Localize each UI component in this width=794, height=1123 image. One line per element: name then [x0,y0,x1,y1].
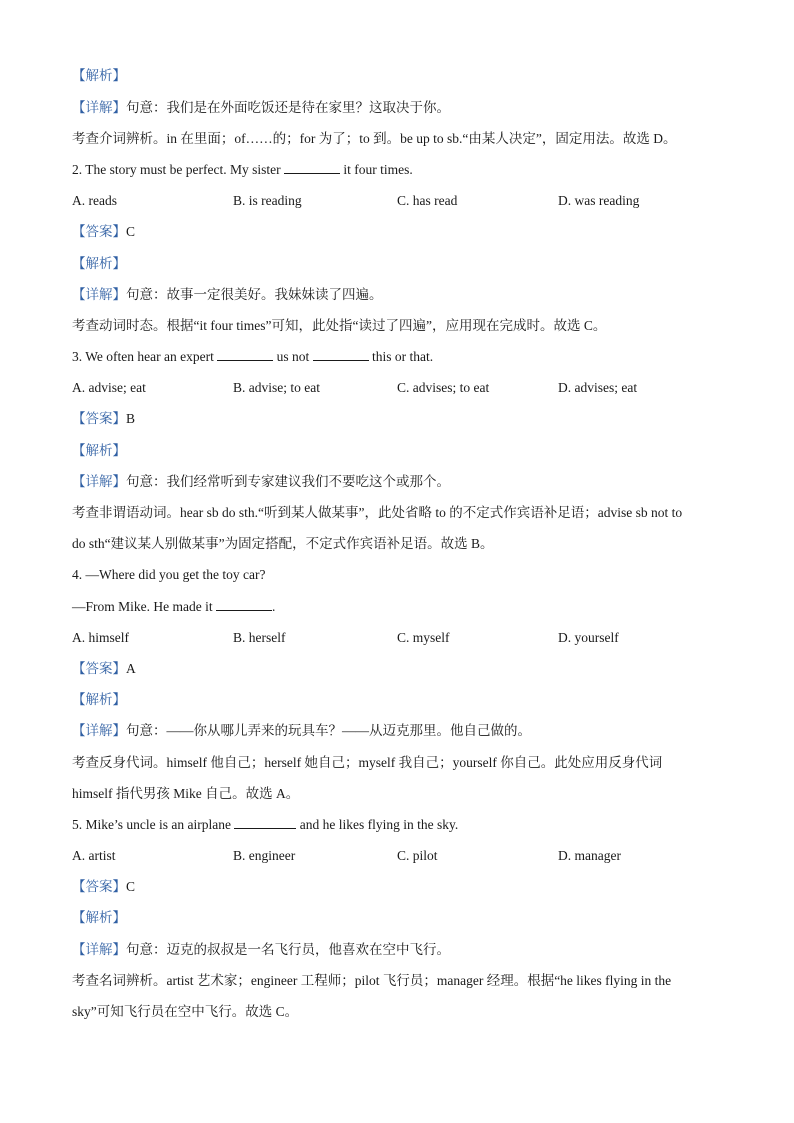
options-row [72,629,722,647]
option-b: B. advise; to eat [233,380,320,395]
analysis-label: 【解析】 [72,256,126,271]
option-c: C. has read [397,193,458,208]
exam-point-line: sky”可知飞行员在空中飞行。故选 C。 [72,1004,299,1019]
exam-point-line: 考查非谓语动词。hear sb do sth.“听到某人做某事”，此处省略 to 的不定式作宾语补足语；advise sb not to [72,505,683,520]
detail-line: 【详解】句意：故事一定很美好。我妹妹读了四遍。 [72,287,383,302]
option-d: D. manager [558,848,621,863]
exam-point-line: 考查介词辨析。in 在里面；of……的；for 为了；to 到。be up to sb.“由某人决定”，固定用法。故选 D。 [72,131,677,146]
analysis-label: 【解析】 [72,68,126,83]
options-row [72,847,722,865]
question-stem: 5. Mike’s uncle is an airplane and he likes flying in the sky. [72,817,459,832]
answer-blank [284,161,340,174]
option-a: A. advise; eat [72,380,146,395]
option-b: B. engineer [233,848,296,863]
answer-line: 【答案】B [72,411,136,426]
option-b: B. is reading [233,193,302,208]
detail-line: 【详解】句意：我们经常听到专家建议我们不要吃这个或那个。 [72,474,450,489]
options-row [72,379,722,397]
answer-blank [216,598,272,611]
option-c: C. myself [397,630,450,645]
question-stem: —From Mike. He made it . [72,599,276,614]
answer-line: 【答案】A [72,661,136,676]
question-stem: 2. The story must be perfect. My sister it four times. [72,162,413,177]
analysis-label: 【解析】 [72,443,126,458]
detail-line: 【详解】句意：迈克的叔叔是一名飞行员，他喜欢在空中飞行。 [72,942,450,957]
exam-point-line: do sth“建议某人别做某事”为固定搭配，不定式作宾语补足语。故选 B。 [72,536,494,551]
option-a: A. himself [72,630,129,645]
exam-point-line: 考查反身代词。himself 他自己；herself 她自己；myself 我自己；yourself 你自己。此处应用反身代词 [72,755,663,770]
option-d: D. yourself [558,630,619,645]
analysis-label: 【解析】 [72,692,126,707]
option-b: B. herself [233,630,286,645]
question-stem: 3. We often hear an expert us not this or that. [72,349,434,364]
options-row [72,192,722,210]
option-d: D. advises; eat [558,380,638,395]
answer-line: 【答案】C [72,224,136,239]
option-c: C. advises; to eat [397,380,490,395]
detail-line: 【详解】句意：——你从哪儿弄来的玩具车？——从迈克那里。他自己做的。 [72,723,531,738]
option-d: D. was reading [558,193,640,208]
option-c: C. pilot [397,848,438,863]
option-a: A. artist [72,848,116,863]
option-a: A. reads [72,193,117,208]
exam-point-line: 考查名词辨析。artist 艺术家；engineer 工程师；pilot 飞行员；manager 经理。根据“he likes flying in the [72,973,672,988]
answer-blank [234,816,296,829]
exam-point-line: 考查动词时态。根据“it four times”可知，此处指“读过了四遍”，应用现在完成时。故选 C。 [72,318,607,333]
detail-line: 【详解】句意：我们是在外面吃饭还是待在家里？这取决于你。 [72,100,450,115]
analysis-label: 【解析】 [72,910,126,925]
question-stem: 4. —Where did you get the toy car? [72,567,266,582]
answer-blank [217,348,273,361]
answer-blank [313,348,369,361]
exam-point-line: himself 指代男孩 Mike 自己。故选 A。 [72,786,300,801]
answer-line: 【答案】C [72,879,136,894]
